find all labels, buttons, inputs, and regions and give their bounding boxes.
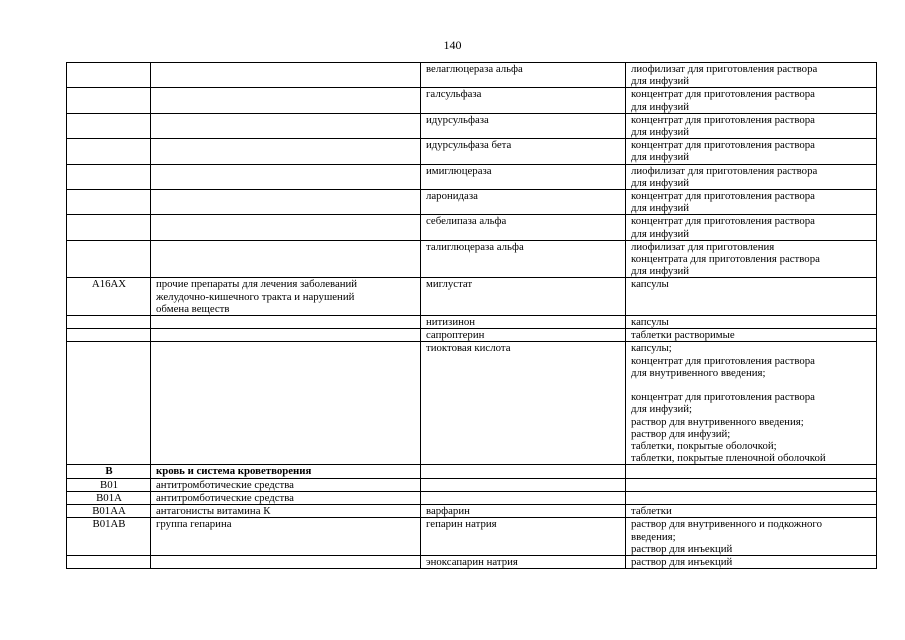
table-row	[67, 316, 877, 329]
atc-code-cell	[67, 555, 151, 568]
drug-name-cell: ларонидаза	[421, 190, 626, 215]
dosage-forms-cell	[626, 63, 877, 88]
atc-code-cell: B01AA	[67, 505, 151, 518]
cell-line: раствор для внутривенного и подкожного	[631, 518, 822, 531]
table-row	[67, 329, 877, 342]
cell-line: для инфузий	[631, 265, 690, 278]
table-row	[67, 88, 877, 113]
cell-line: таблетки, покрытые пленочной оболочкой	[631, 452, 826, 465]
cell-line: обмена веществ	[156, 302, 230, 315]
drug-name-cell: идурсульфаза бета	[421, 139, 626, 164]
atc-code-cell	[67, 88, 151, 113]
dosage-forms-cell	[626, 342, 877, 465]
anatomical-group-cell	[151, 329, 421, 342]
table-row	[67, 164, 877, 189]
atc-code-cell: B	[67, 465, 151, 478]
dosage-forms-cell	[626, 465, 877, 478]
anatomical-group-cell	[151, 278, 421, 316]
anatomical-group-cell	[151, 518, 421, 556]
cell-line: для внутривенного введения;	[631, 366, 766, 379]
drug-table	[66, 62, 877, 569]
drug-name-cell	[421, 491, 626, 504]
table-row	[67, 139, 877, 164]
table-row	[67, 518, 877, 556]
atc-code-cell: B01AB	[67, 518, 151, 556]
cell-line: лиофилизат для приготовления раствора	[631, 164, 818, 177]
dosage-forms-cell	[626, 491, 877, 504]
anatomical-group-cell	[151, 316, 421, 329]
cell-line: таблетки растворимые	[631, 329, 735, 342]
cell-line: введения;	[631, 530, 676, 543]
cell-line	[631, 379, 872, 391]
cell-line: для инфузий	[631, 100, 690, 113]
cell-line: для инфузий	[631, 227, 690, 240]
dosage-forms-cell	[626, 190, 877, 215]
cell-line: группа гепарина	[156, 518, 232, 531]
table-row	[67, 505, 877, 518]
dosage-forms-cell	[626, 88, 877, 113]
cell-line: концентрат для приготовления раствора	[631, 354, 815, 367]
atc-code-cell	[67, 190, 151, 215]
cell-line: капсулы;	[631, 342, 672, 355]
cell-line: антитромботические средства	[156, 478, 294, 491]
table-row	[67, 478, 877, 491]
drug-name-cell	[421, 478, 626, 491]
dosage-forms-cell	[626, 164, 877, 189]
drug-name-cell: талиглюцераза альфа	[421, 240, 626, 278]
dosage-forms-cell	[626, 113, 877, 138]
dosage-forms-cell	[626, 139, 877, 164]
drug-name-cell: велаглюцераза альфа	[421, 63, 626, 88]
dosage-forms-cell	[626, 478, 877, 491]
dosage-forms-cell	[626, 316, 877, 329]
cell-line: для инфузий	[631, 126, 690, 139]
table-row	[67, 190, 877, 215]
cell-line: раствор для инфузий;	[631, 427, 731, 440]
anatomical-group-cell	[151, 113, 421, 138]
dosage-forms-cell	[626, 505, 877, 518]
cell-line: таблетки, покрытые оболочкой;	[631, 440, 777, 453]
section-row	[67, 465, 877, 478]
cell-line: прочие препараты для лечения заболеваний	[156, 278, 358, 291]
atc-code-cell: B01A	[67, 491, 151, 504]
drug-name-cell	[421, 465, 626, 478]
anatomical-group-cell	[151, 342, 421, 465]
cell-line: концентрата для приготовления раствора	[631, 253, 820, 266]
anatomical-group-cell	[151, 139, 421, 164]
atc-code-cell	[67, 342, 151, 465]
cell-line: лиофилизат для приготовления	[631, 240, 775, 253]
table-row	[67, 555, 877, 568]
cell-line: раствор для инъекций	[631, 555, 733, 568]
drug-name-cell: сапроптерин	[421, 329, 626, 342]
cell-line: концентрат для приготовления раствора	[631, 88, 815, 101]
anatomical-group-cell	[151, 491, 421, 504]
drug-name-cell: галсульфаза	[421, 88, 626, 113]
cell-line: концентрат для приготовления раствора	[631, 113, 815, 126]
drug-name-cell: нитизинон	[421, 316, 626, 329]
anatomical-group-cell	[151, 63, 421, 88]
drug-name-cell: себелипаза альфа	[421, 215, 626, 240]
cell-line: раствор для внутривенного введения;	[631, 415, 804, 428]
table-row	[67, 342, 877, 465]
atc-code-cell	[67, 164, 151, 189]
anatomical-group-cell	[151, 88, 421, 113]
drug-name-cell: тиоктовая кислота	[421, 342, 626, 465]
table-row	[67, 278, 877, 316]
drug-name-cell: гепарин натрия	[421, 518, 626, 556]
cell-line: кровь и система кроветворения	[156, 465, 312, 478]
drug-name-cell: варфарин	[421, 505, 626, 518]
atc-code-cell	[67, 113, 151, 138]
dosage-forms-cell	[626, 518, 877, 556]
drug-name-cell: миглустат	[421, 278, 626, 316]
cell-line: для инфузий	[631, 202, 690, 215]
table-row	[67, 113, 877, 138]
drug-name-cell: эноксапарин натрия	[421, 555, 626, 568]
cell-line: таблетки	[631, 505, 672, 518]
atc-code-cell: A16AX	[67, 278, 151, 316]
anatomical-group-cell	[151, 465, 421, 478]
drug-table-body	[67, 63, 877, 569]
anatomical-group-cell	[151, 478, 421, 491]
dosage-forms-cell	[626, 215, 877, 240]
atc-code-cell	[67, 316, 151, 329]
atc-code-cell: B01	[67, 478, 151, 491]
drug-name-cell: имиглюцераза	[421, 164, 626, 189]
cell-line: для инфузий;	[631, 403, 693, 416]
table-row	[67, 491, 877, 504]
cell-line: раствор для инъекций	[631, 542, 733, 555]
dosage-forms-cell	[626, 329, 877, 342]
atc-code-cell	[67, 215, 151, 240]
drug-name-cell: идурсульфаза	[421, 113, 626, 138]
dosage-forms-cell	[626, 555, 877, 568]
atc-code-cell	[67, 139, 151, 164]
anatomical-group-cell	[151, 505, 421, 518]
atc-code-cell	[67, 63, 151, 88]
cell-line: капсулы	[631, 316, 669, 329]
table-row	[67, 240, 877, 278]
table-row	[67, 215, 877, 240]
cell-line: капсулы	[631, 278, 669, 291]
cell-line: лиофилизат для приготовления раствора	[631, 63, 818, 75]
cell-line: концентрат для приготовления раствора	[631, 190, 815, 203]
cell-line: концентрат для приготовления раствора	[631, 391, 815, 404]
anatomical-group-cell	[151, 215, 421, 240]
cell-line: желудочно-кишечного тракта и нарушений	[156, 290, 355, 303]
anatomical-group-cell	[151, 240, 421, 278]
dosage-forms-cell	[626, 240, 877, 278]
atc-code-cell	[67, 240, 151, 278]
cell-line: для инфузий	[631, 75, 690, 88]
anatomical-group-cell	[151, 190, 421, 215]
cell-line: для инфузий	[631, 176, 690, 189]
page-number: 140	[443, 38, 462, 52]
table-row	[67, 63, 877, 88]
anatomical-group-cell	[151, 164, 421, 189]
anatomical-group-cell	[151, 555, 421, 568]
dosage-forms-cell	[626, 278, 877, 316]
cell-line: антагонисты витамина К	[156, 505, 271, 518]
cell-line: концентрат для приготовления раствора	[631, 215, 815, 228]
cell-line: антитромботические средства	[156, 491, 294, 504]
atc-code-cell	[67, 329, 151, 342]
cell-line: для инфузий	[631, 151, 690, 164]
cell-line: концентрат для приготовления раствора	[631, 139, 815, 152]
